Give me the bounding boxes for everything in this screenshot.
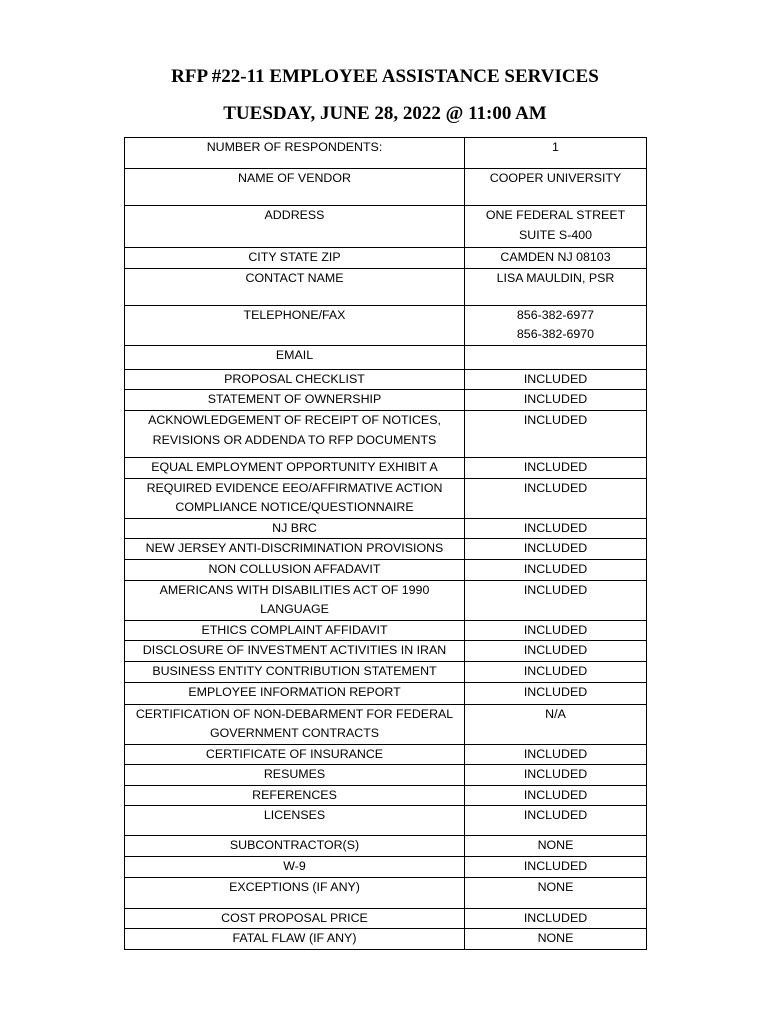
row-label: COST PROPOSAL PRICE bbox=[221, 910, 368, 925]
table-row bbox=[125, 305, 647, 345]
row-label-cell bbox=[125, 268, 465, 305]
row-label-cell bbox=[125, 138, 465, 169]
row-value: 856-382-6977 bbox=[516, 307, 595, 322]
row-label: COMPLIANCE NOTICE/QUESTIONNAIRE bbox=[175, 500, 414, 515]
row-label-cell bbox=[125, 478, 465, 518]
row-label: NUMBER OF RESPONDENTS: bbox=[206, 140, 383, 154]
row-value: INCLUDED bbox=[523, 412, 588, 427]
row-value-cell bbox=[465, 661, 647, 682]
table-row bbox=[125, 369, 647, 390]
row-label: ADDRESS bbox=[264, 208, 325, 222]
row-value: SUITE S-400 bbox=[519, 227, 592, 242]
row-label: DISCLOSURE OF INVESTMENT ACTIVITIES IN IRAN bbox=[142, 643, 447, 658]
table-row bbox=[125, 345, 647, 369]
row-label: LICENSES bbox=[263, 808, 326, 823]
table-row bbox=[125, 268, 647, 305]
row-label-cell bbox=[125, 539, 465, 560]
row-value: NONE bbox=[537, 879, 574, 894]
row-value-cell bbox=[465, 641, 647, 662]
table-row bbox=[125, 620, 647, 641]
row-value-cell bbox=[465, 836, 647, 857]
row-value: INCLUDED bbox=[523, 371, 588, 386]
row-value: INCLUDED bbox=[523, 643, 588, 658]
table-row bbox=[125, 410, 647, 457]
row-label: NAME OF VENDOR bbox=[238, 171, 351, 185]
row-value-cell bbox=[465, 345, 647, 369]
row-value: INCLUDED bbox=[523, 767, 588, 782]
row-value: INCLUDED bbox=[523, 684, 588, 699]
table-row bbox=[125, 518, 647, 539]
row-label-cell bbox=[125, 518, 465, 539]
table-row bbox=[125, 138, 647, 169]
row-value: ONE FEDERAL STREET bbox=[485, 208, 626, 222]
row-label-cell bbox=[125, 929, 465, 950]
row-label-cell bbox=[125, 169, 465, 206]
row-value-cell bbox=[465, 682, 647, 704]
row-label: RESUMES bbox=[263, 767, 326, 782]
row-value: INCLUDED bbox=[523, 910, 588, 925]
table-row bbox=[125, 580, 647, 620]
row-value: INCLUDED bbox=[523, 622, 588, 637]
row-label: TELEPHONE/FAX bbox=[243, 307, 346, 322]
table-row bbox=[125, 908, 647, 929]
table-row bbox=[125, 836, 647, 857]
row-label: PROPOSAL CHECKLIST bbox=[224, 371, 365, 386]
row-label: EMAIL bbox=[275, 347, 314, 362]
row-value: INCLUDED bbox=[523, 746, 588, 761]
table-row bbox=[125, 478, 647, 518]
table-row bbox=[125, 877, 647, 908]
row-value: INCLUDED bbox=[523, 520, 588, 535]
document-title: RFP #22-11 EMPLOYEE ASSISTANCE SERVICES bbox=[171, 66, 599, 87]
table-row bbox=[125, 641, 647, 662]
row-label: NON COLLUSION AFFADAVIT bbox=[208, 561, 381, 576]
row-value: COOPER UNIVERSITY bbox=[489, 171, 622, 185]
row-value: INCLUDED bbox=[523, 663, 588, 678]
row-label: REFERENCES bbox=[252, 787, 337, 802]
row-label-cell bbox=[125, 410, 465, 457]
row-label: NEW JERSEY ANTI-DISCRIMINATION PROVISIONS bbox=[145, 541, 444, 556]
bid-summary-body bbox=[125, 138, 647, 950]
table-row bbox=[125, 744, 647, 765]
row-label: FATAL FLAW (IF ANY) bbox=[232, 931, 357, 946]
row-label: ETHICS COMPLAINT AFFIDAVIT bbox=[201, 622, 388, 637]
row-value-cell bbox=[465, 877, 647, 908]
row-value-cell bbox=[465, 369, 647, 390]
table-row bbox=[125, 806, 647, 836]
table-row bbox=[125, 785, 647, 806]
row-label-cell bbox=[125, 744, 465, 765]
table-row bbox=[125, 206, 647, 248]
row-value-cell bbox=[465, 744, 647, 765]
table-row bbox=[125, 682, 647, 704]
table-row bbox=[125, 704, 647, 744]
table-row bbox=[125, 661, 647, 682]
row-label: SUBCONTRACTOR(S) bbox=[229, 838, 360, 853]
bid-summary-table bbox=[124, 137, 647, 950]
table-row bbox=[125, 390, 647, 411]
table-row bbox=[125, 765, 647, 786]
row-label: CITY STATE ZIP bbox=[248, 250, 341, 264]
row-value: 856-382-6970 bbox=[516, 327, 595, 342]
row-label-cell bbox=[125, 248, 465, 269]
row-label: NJ BRC bbox=[272, 520, 317, 535]
table-row bbox=[125, 857, 647, 878]
table-row bbox=[125, 457, 647, 478]
row-value: INCLUDED bbox=[523, 541, 588, 556]
row-label: AMERICANS WITH DISABILITIES ACT OF 1990 bbox=[159, 582, 430, 597]
row-label-cell bbox=[125, 704, 465, 744]
row-value-cell bbox=[465, 268, 647, 305]
row-label: CERTIFICATE OF INSURANCE bbox=[205, 746, 384, 761]
row-value-cell bbox=[465, 206, 647, 248]
row-value-cell bbox=[465, 478, 647, 518]
row-label-cell bbox=[125, 661, 465, 682]
row-value-cell bbox=[465, 704, 647, 744]
row-value: LISA MAULDIN, PSR bbox=[496, 270, 615, 285]
row-label-cell bbox=[125, 206, 465, 248]
row-value-cell bbox=[465, 806, 647, 836]
table-row bbox=[125, 539, 647, 560]
row-label: W-9 bbox=[283, 859, 306, 874]
row-label-cell bbox=[125, 390, 465, 411]
row-value-cell bbox=[465, 580, 647, 620]
row-label-cell bbox=[125, 369, 465, 390]
row-value-cell bbox=[465, 305, 647, 345]
row-value-cell bbox=[465, 518, 647, 539]
row-value-cell bbox=[465, 138, 647, 169]
row-value-cell bbox=[465, 539, 647, 560]
row-label-cell bbox=[125, 908, 465, 929]
row-value: INCLUDED bbox=[523, 480, 588, 495]
row-value: INCLUDED bbox=[523, 787, 588, 802]
row-label: BUSINESS ENTITY CONTRIBUTION STATEMENT bbox=[152, 663, 437, 678]
row-label: LANGUAGE bbox=[260, 602, 329, 617]
row-label-cell bbox=[125, 345, 465, 369]
row-label: ACKNOWLEDGEMENT OF RECEIPT OF NOTICES, bbox=[148, 412, 441, 427]
row-value-cell bbox=[465, 620, 647, 641]
row-value-cell bbox=[465, 410, 647, 457]
row-label-cell bbox=[125, 765, 465, 786]
row-value: NONE bbox=[537, 931, 574, 946]
row-value-cell bbox=[465, 929, 647, 950]
table-row bbox=[125, 559, 647, 580]
row-value: N/A bbox=[545, 706, 566, 721]
row-value-cell bbox=[465, 169, 647, 206]
row-label-cell bbox=[125, 641, 465, 662]
row-label: REVISIONS OR ADDENDA TO RFP DOCUMENTS bbox=[152, 432, 437, 447]
row-value-cell bbox=[465, 559, 647, 580]
row-value: INCLUDED bbox=[523, 561, 588, 576]
row-label-cell bbox=[125, 682, 465, 704]
row-value: INCLUDED bbox=[523, 859, 588, 874]
row-value-cell bbox=[465, 248, 647, 269]
row-value-cell bbox=[465, 457, 647, 478]
row-label-cell bbox=[125, 785, 465, 806]
row-label-cell bbox=[125, 620, 465, 641]
row-value-cell bbox=[465, 765, 647, 786]
row-label-cell bbox=[125, 457, 465, 478]
row-label-cell bbox=[125, 857, 465, 878]
row-value: INCLUDED bbox=[523, 459, 588, 474]
row-value-cell bbox=[465, 390, 647, 411]
row-value-cell bbox=[465, 908, 647, 929]
row-value-cell bbox=[465, 857, 647, 878]
row-label-cell bbox=[125, 305, 465, 345]
table-row bbox=[125, 169, 647, 206]
table-row bbox=[125, 929, 647, 950]
row-value: 1 bbox=[552, 140, 559, 154]
row-label-cell bbox=[125, 836, 465, 857]
row-label: CERTIFICATION OF NON-DEBARMENT FOR FEDERAL bbox=[135, 706, 454, 721]
row-label: CONTACT NAME bbox=[245, 270, 344, 285]
row-label-cell bbox=[125, 559, 465, 580]
table-row bbox=[125, 248, 647, 269]
row-value: INCLUDED bbox=[523, 582, 588, 597]
row-label: EMPLOYEE INFORMATION REPORT bbox=[188, 684, 401, 699]
opening-date: TUESDAY, JUNE 28, 2022 @ 11:00 AM bbox=[223, 103, 547, 124]
row-value: INCLUDED bbox=[523, 392, 588, 407]
row-label: EXCEPTIONS (IF ANY) bbox=[229, 879, 360, 894]
row-label: GOVERNMENT CONTRACTS bbox=[209, 726, 380, 741]
row-value-cell bbox=[465, 785, 647, 806]
row-label-cell bbox=[125, 806, 465, 836]
row-value: NONE bbox=[537, 838, 574, 853]
row-label-cell bbox=[125, 877, 465, 908]
row-value: INCLUDED bbox=[523, 808, 588, 823]
row-label-cell bbox=[125, 580, 465, 620]
row-label: EQUAL EMPLOYMENT OPPORTUNITY EXHIBIT A bbox=[151, 459, 438, 474]
row-label: REQUIRED EVIDENCE EEO/AFFIRMATIVE ACTION bbox=[146, 480, 443, 495]
row-label: STATEMENT OF OWNERSHIP bbox=[207, 392, 382, 407]
row-value: CAMDEN NJ 08103 bbox=[500, 250, 611, 264]
